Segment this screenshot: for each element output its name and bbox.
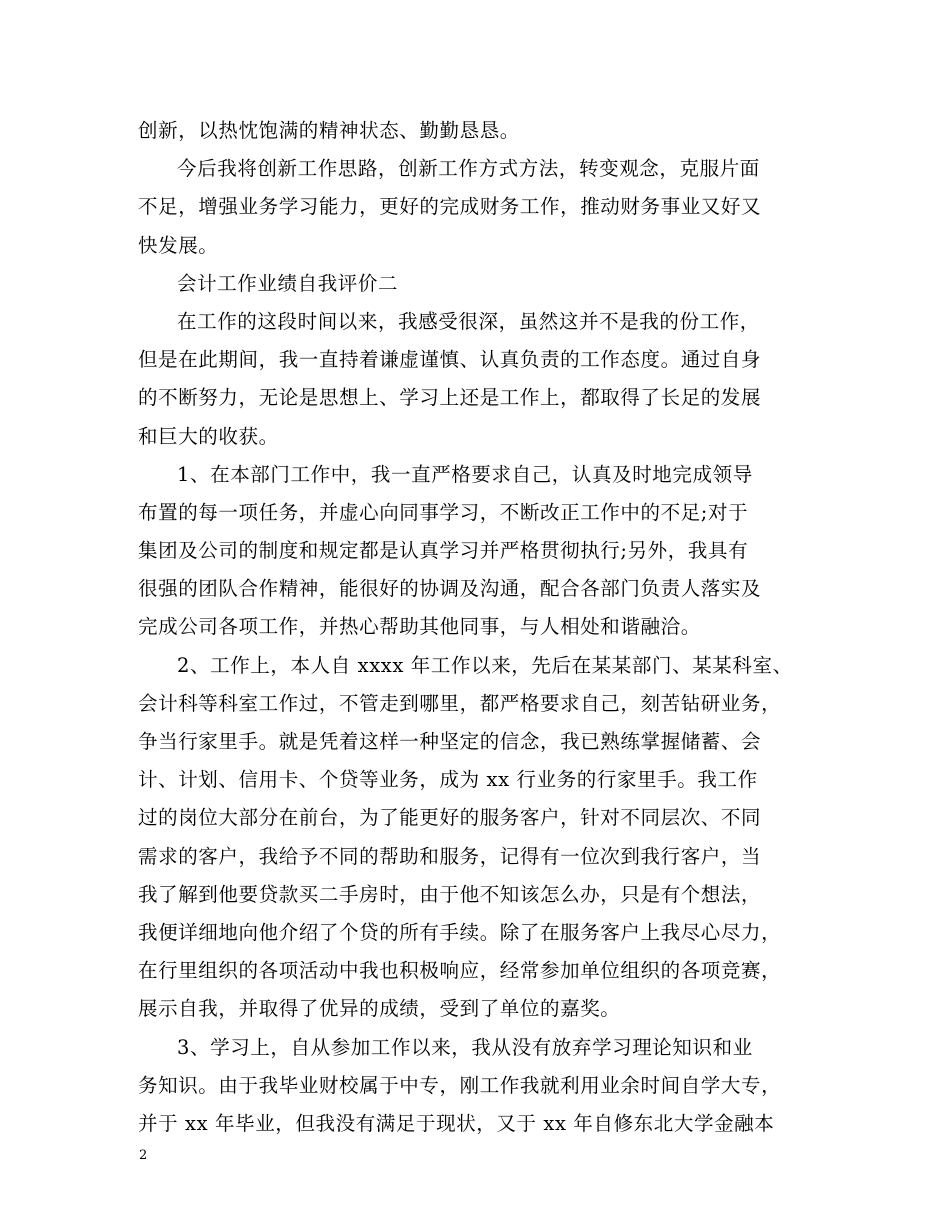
text-line: 并于 xx 年毕业，但我没有满足于现状，又于 xx 年自修东北大学金融本 (138, 1111, 775, 1135)
text-line: 集团及公司的制度和规定都是认真学习并严格贯彻执行;另外，我具有 (138, 539, 749, 563)
section-heading: 会计工作业绩自我评价二 (177, 271, 399, 295)
text-line: 和巨大的收获。 (138, 424, 279, 448)
paragraph-first-line: 在工作的这段时间以来，我感受很深，虽然这并不是我的份工作， (177, 309, 760, 333)
paragraph-first-line: 2、工作上，本人自 xxxx 年工作以来，先后在某某部门、某某科室、 (177, 653, 793, 677)
text-line: 但是在此期间，我一直持着谦虚谨慎、认真负责的工作态度。通过自身 (138, 348, 762, 372)
paragraph-first-line: 今后我将创新工作思路，创新工作方式方法，转变观念，克服片面 (177, 157, 760, 181)
text-line: 的不断努力，无论是思想上、学习上还是工作上，都取得了长足的发展 (138, 386, 762, 410)
text-line: 务知识。由于我毕业财校属于中专，刚工作我就利用业余时间自学大专， (138, 1073, 782, 1097)
text-line: 过的岗位大部分在前台，为了能更好的服务客户，针对不同层次、不同 (138, 806, 762, 830)
text-line: 展示自我，并取得了优异的成绩，受到了单位的嘉奖。 (138, 997, 621, 1021)
text-line: 需求的客户，我给予不同的帮助和服务，记得有一位次到我行客户，当 (138, 844, 762, 868)
text-line: 创新，以热忱饱满的精神状态、勤勤恳恳。 (138, 119, 520, 142)
text-line: 我便详细地向他介绍了个贷的所有手续。除了在服务客户上我尽心尽力， (138, 920, 782, 944)
text-line: 我了解到他要贷款买二手房时，由于他不知该怎么办，只是有个想法， (138, 882, 762, 906)
text-line: 会计科等科室工作过，不管走到哪里，都严格要求自己，刻苦钻研业务， (138, 691, 782, 715)
paragraph-first-line: 1、在本部门工作中，我一直严格要求自己，认真及时地完成领导 (177, 462, 753, 486)
text-line: 完成公司各项工作，并热心帮助其他同事，与人相处和谐融洽。 (138, 615, 701, 639)
page-number: 2 (139, 1148, 148, 1163)
document-body (138, 112, 818, 1143)
text-line: 争当行家里手。就是凭着这样一种坚定的信念，我已熟练掌握储蓄、会 (138, 730, 762, 753)
paragraph-first-line: 3、学习上，自从参加工作以来，我从没有放弃学习理论知识和业 (177, 1035, 753, 1059)
text-line: 不足，增强业务学习能力，更好的完成财务工作，推动财务事业又好又 (138, 195, 762, 219)
text-line: 很强的团队合作精神，能很好的协调及沟通，配合各部门负责人落实及 (138, 577, 762, 601)
text-line: 快发展。 (138, 233, 219, 257)
text-line: 计、计划、信用卡、个贷等业务，成为 xx 行业务的行家里手。我工作 (138, 768, 758, 792)
text-line: 在行里组织的各项活动中我也积极响应，经常参加单位组织的各项竞赛， (138, 959, 782, 983)
text-line: 布置的每一项任务，并虚心向同事学习，不断改正工作中的不足;对于 (138, 500, 749, 524)
